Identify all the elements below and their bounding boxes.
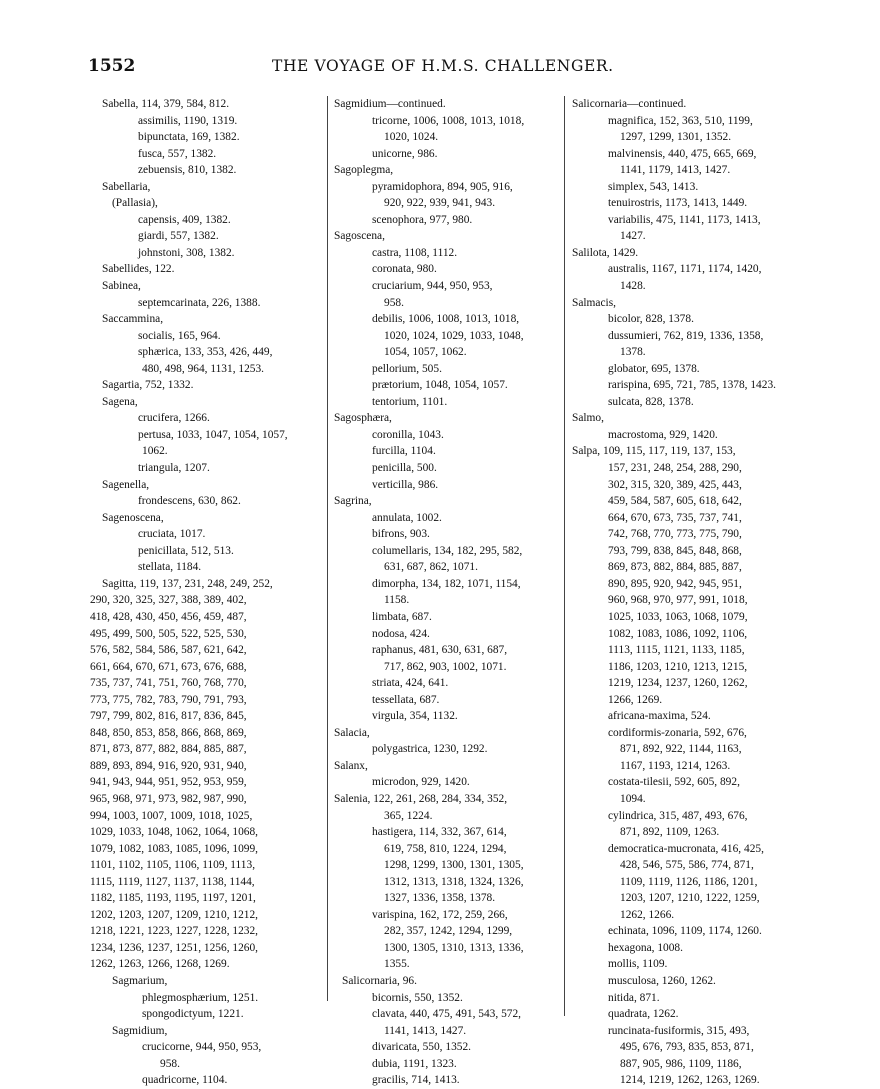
index-entry: Sagenella, (102, 478, 150, 491)
index-entry: sphærica, 133, 353, 426, 449, (138, 346, 273, 359)
index-entry: tessellata, 687. (372, 693, 440, 706)
index-entry: 1054, 1057, 1062. (384, 346, 467, 359)
index-entry: 717, 862, 903, 1002, 1071. (384, 660, 507, 673)
index-entry: 1025, 1033, 1063, 1068, 1079, (608, 610, 748, 623)
index-entry: democratica-mucronata, 416, 425, (608, 842, 764, 855)
index-entry: 661, 664, 670, 671, 673, 676, 688, (90, 660, 247, 673)
page-header (0, 56, 880, 80)
index-entry: pyramidophora, 894, 905, 916, (372, 180, 513, 193)
page-number: 1552 (88, 56, 136, 76)
index-entry: 965, 968, 971, 973, 982, 987, 990, (90, 792, 247, 805)
index-entry: 958. (384, 296, 404, 309)
index-entry: cruciata, 1017. (138, 528, 206, 541)
index-entry: 735, 737, 741, 751, 760, 768, 770, (90, 677, 247, 690)
index-entry: Saccammina, (102, 313, 164, 326)
index-entry: 631, 687, 862, 1071. (384, 561, 478, 574)
index-entry: annulata, 1002. (372, 511, 442, 524)
index-entry: assimilis, 1190, 1319. (138, 114, 238, 127)
index-entry: 871, 892, 922, 1144, 1163, (620, 743, 742, 756)
index-entry: dubia, 1191, 1323. (372, 1057, 457, 1070)
index-entry: 941, 943, 944, 951, 952, 953, 959, (90, 776, 247, 789)
index-entry: 1262, 1266. (620, 908, 675, 921)
index-entry: Sagmidium—continued. (334, 98, 446, 110)
index-entry: Sagrina, (334, 495, 372, 508)
index-entry: 480, 498, 964, 1131, 1253. (142, 362, 265, 375)
index-entry: 960, 968, 970, 977, 991, 1018, (608, 594, 748, 607)
index-entry: unicorne, 986. (372, 147, 438, 160)
index-entry: 1020, 1024. (384, 131, 439, 144)
index-entry: pertusa, 1033, 1047, 1054, 1057, (138, 428, 288, 441)
index-entry: australis, 1167, 1171, 1174, 1420, (608, 263, 762, 276)
index-entry: Sabellides, 122. (102, 263, 175, 276)
index-entry: 1115, 1119, 1127, 1137, 1138, 1144, (90, 875, 255, 888)
index-entry: 1262, 1263, 1266, 1268, 1269. (90, 958, 230, 971)
index-entry: 848, 850, 853, 858, 866, 868, 869, (90, 726, 247, 739)
index-entry: echinata, 1096, 1109, 1174, 1260. (608, 925, 762, 938)
index-entry: 1062. (142, 445, 168, 458)
index-entry: Sagmarium, (112, 974, 168, 987)
index-entry: 887, 905, 986, 1109, 1186, (620, 1057, 742, 1070)
index-entry: septemcarinata, 226, 1388. (138, 296, 261, 309)
index-entry: Salmacis, (572, 296, 616, 309)
index-entry: 889, 893, 894, 916, 920, 931, 940, (90, 759, 247, 772)
index-entry: 1202, 1203, 1207, 1209, 1210, 1212, (90, 908, 259, 921)
index-entry: giardi, 557, 1382. (138, 230, 219, 243)
index-entry: magnifica, 152, 363, 510, 1199, (608, 114, 753, 127)
index-entry: Salenia, 122, 261, 268, 284, 334, 352, (334, 792, 508, 805)
index-entry: 1266, 1269. (608, 693, 663, 706)
index-column-3 (572, 96, 794, 1089)
index-entry: Salicornaria, 96. (342, 974, 417, 987)
index-entry: Salpa, 109, 115, 117, 119, 137, 153, (572, 445, 736, 458)
index-entry: hexagona, 1008. (608, 941, 683, 954)
index-entry: musculosa, 1260, 1262. (608, 974, 716, 987)
index-entry: frondescens, 630, 862. (138, 495, 241, 508)
index-entry: 459, 584, 587, 605, 618, 642, (608, 495, 742, 508)
index-entry: 1428. (620, 280, 646, 293)
index-entry: fusca, 557, 1382. (138, 147, 217, 160)
index-entry: rarispina, 695, 721, 785, 1378, 1423. (608, 379, 776, 392)
index-entry: variabilis, 475, 1141, 1173, 1413, (608, 213, 761, 226)
index-entry: Sagoplegma, (334, 164, 394, 177)
index-entry: 1094. (620, 792, 646, 805)
index-entry: Sagena, (102, 395, 138, 408)
index-entry: 994, 1003, 1007, 1009, 1018, 1025, (90, 809, 253, 822)
index-entry: bicolor, 828, 1378. (608, 313, 694, 326)
index-entry: Sagenoscena, (102, 511, 164, 524)
index-entry: cylindrica, 315, 487, 493, 676, (608, 809, 748, 822)
index-entry: 1298, 1299, 1300, 1301, 1305, (384, 859, 524, 872)
index-entry: 1427. (620, 230, 646, 243)
index-entry: 742, 768, 770, 773, 775, 790, (608, 528, 742, 541)
index-entry: 1113, 1115, 1121, 1133, 1185, (608, 644, 745, 657)
index-entry: 958. (160, 1057, 180, 1070)
index-entry: 302, 315, 320, 389, 425, 443, (608, 478, 742, 491)
index-entry: 871, 892, 1109, 1263. (620, 826, 720, 839)
index-entry: crucicorne, 944, 950, 953, (142, 1041, 262, 1054)
index-entry: 871, 873, 877, 882, 884, 885, 887, (90, 743, 247, 756)
index-entry: Salmo, (572, 412, 604, 425)
index-entry: tenuirostris, 1173, 1413, 1449. (608, 197, 748, 210)
index-entry: Salanx, (334, 759, 368, 772)
index-entry: Sagoscena, (334, 230, 385, 243)
index-entry: 1082, 1083, 1086, 1092, 1106, (608, 627, 748, 640)
index-entry: 1214, 1219, 1262, 1263, 1269. (620, 1074, 760, 1087)
index-entry: 1312, 1313, 1318, 1324, 1326, (384, 875, 524, 888)
index-entry: verticilla, 986. (372, 478, 439, 491)
index-entry: globator, 695, 1378. (608, 362, 700, 375)
column-divider-2 (564, 96, 565, 1016)
index-entry: 664, 670, 673, 735, 737, 741, (608, 511, 742, 524)
index-entry: johnstoni, 308, 1382. (138, 246, 235, 259)
index-entry: hastigera, 114, 332, 367, 614, (372, 826, 507, 839)
index-entry: Sagartia, 752, 1332. (102, 379, 194, 392)
index-entry: pellorium, 505. (372, 362, 442, 375)
index-entry: 1186, 1203, 1210, 1213, 1215, (608, 660, 748, 673)
index-entry: 1300, 1305, 1310, 1313, 1336, (384, 941, 524, 954)
index-entry: 1029, 1033, 1048, 1062, 1064, 1068, (90, 826, 259, 839)
index-entry: 1141, 1179, 1413, 1427. (620, 164, 731, 177)
index-entry: varispina, 162, 172, 259, 266, (372, 908, 508, 921)
index-entry: socialis, 165, 964. (138, 329, 221, 342)
index-entry: capensis, 409, 1382. (138, 213, 231, 226)
index-entry: 1327, 1336, 1358, 1378. (384, 892, 496, 905)
index-entry: bifrons, 903. (372, 528, 430, 541)
index-entry: 1101, 1102, 1105, 1106, 1109, 1113, (90, 859, 256, 872)
index-entry: debilis, 1006, 1008, 1013, 1018, (372, 313, 520, 326)
index-entry: 576, 582, 584, 586, 587, 621, 642, (90, 644, 247, 657)
index-entry: cordiformis-zonaria, 592, 676, (608, 726, 747, 739)
index-entry: prætorium, 1048, 1054, 1057. (372, 379, 508, 392)
index-entry: triangula, 1207. (138, 462, 210, 475)
index-entry: nodosa, 424. (372, 627, 430, 640)
index-entry: virgula, 354, 1132. (372, 710, 458, 723)
index-entry: limbata, 687. (372, 610, 432, 623)
index-entry: clavata, 440, 475, 491, 543, 572, (372, 1008, 522, 1021)
index-entry: Sabella, 114, 379, 584, 812. (102, 98, 230, 110)
index-entry: coronata, 980. (372, 263, 437, 276)
index-entry: (Pallasia), (112, 197, 158, 210)
index-entry: Salacia, (334, 726, 370, 739)
index-entry: 890, 895, 920, 942, 945, 951, (608, 577, 742, 590)
index-entry: coronilla, 1043. (372, 428, 444, 441)
index-entry: 793, 799, 838, 845, 848, 868, (608, 544, 742, 557)
index-entry: macrostoma, 929, 1420. (608, 428, 718, 441)
index-entry: stellata, 1184. (138, 561, 202, 574)
index-entry: Sabellaria, (102, 180, 151, 193)
index-entry: columellaris, 134, 182, 295, 582, (372, 544, 523, 557)
index-entry: penicillata, 512, 513. (138, 544, 234, 557)
index-entry: crucifera, 1266. (138, 412, 210, 425)
index-entry: penicilla, 500. (372, 462, 437, 475)
index-entry: cruciarium, 944, 950, 953, (372, 280, 493, 293)
index-entry: 428, 546, 575, 586, 774, 871, (620, 859, 754, 872)
index-entry: quadricorne, 1104. (142, 1074, 228, 1087)
index-entry: quadrata, 1262. (608, 1008, 679, 1021)
index-entry: nitida, 871. (608, 991, 660, 1004)
index-entry: 282, 357, 1242, 1294, 1299, (384, 925, 513, 938)
index-entry: scenophora, 977, 980. (372, 213, 473, 226)
index-entry: sulcata, 828, 1378. (608, 395, 694, 408)
index-entry: 1158. (384, 594, 410, 607)
index-entry: 1355. (384, 958, 410, 971)
index-entry: mollis, 1109. (608, 958, 668, 971)
index-entry: 157, 231, 248, 254, 288, 290, (608, 462, 742, 475)
index-entry: 1020, 1024, 1029, 1033, 1048, (384, 329, 524, 342)
index-entry: 1079, 1082, 1083, 1085, 1096, 1099, (90, 842, 259, 855)
index-entry: Salicornaria—continued. (572, 98, 687, 110)
index-entry: 418, 428, 430, 450, 456, 459, 487, (90, 610, 247, 623)
index-entry: phlegmosphærium, 1251. (142, 991, 259, 1004)
index-entry: 1234, 1236, 1237, 1251, 1256, 1260, (90, 941, 259, 954)
index-column-1 (90, 96, 322, 1089)
index-entry: Sagitta, 119, 137, 231, 248, 249, 252, (102, 577, 273, 590)
index-entry: 1378. (620, 346, 646, 359)
index-entry: Sabinea, (102, 280, 141, 293)
index-entry: 1167, 1193, 1214, 1263. (620, 759, 731, 772)
index-entry: 619, 758, 810, 1224, 1294, (384, 842, 507, 855)
index-entry: striata, 424, 641. (372, 677, 449, 690)
index-entry: 1182, 1185, 1193, 1195, 1197, 1201, (90, 892, 256, 905)
index-entry: 495, 676, 793, 835, 853, 871, (620, 1041, 754, 1054)
index-entry: 869, 873, 882, 884, 885, 887, (608, 561, 742, 574)
index-entry: divaricata, 550, 1352. (372, 1041, 472, 1054)
index-entry: zebuensis, 810, 1382. (138, 164, 237, 177)
index-entry: 1219, 1234, 1237, 1260, 1262, (608, 677, 748, 690)
index-entry: 920, 922, 939, 941, 943. (384, 197, 496, 210)
index-entry: malvinensis, 440, 475, 665, 669, (608, 147, 757, 160)
index-entry: bicornis, 550, 1352. (372, 991, 463, 1004)
index-entry: 1109, 1119, 1126, 1186, 1201, (620, 875, 758, 888)
index-entry: 773, 775, 782, 783, 790, 791, 793, (90, 693, 247, 706)
index-entry: 365, 1224. (384, 809, 433, 822)
index-entry: furcilla, 1104. (372, 445, 436, 458)
index-entry: microdon, 929, 1420. (372, 776, 470, 789)
index-entry: 290, 320, 325, 327, 388, 389, 402, (90, 594, 247, 607)
index-entry: raphanus, 481, 630, 631, 687, (372, 644, 508, 657)
index-entry: polygastrica, 1230, 1292. (372, 743, 488, 756)
index-entry: 1141, 1413, 1427. (384, 1024, 467, 1037)
index-entry: 1218, 1221, 1223, 1227, 1228, 1232, (90, 925, 259, 938)
column-divider-1 (327, 96, 328, 1001)
index-entry: spongodictyum, 1221. (142, 1008, 244, 1021)
index-entry: africana-maxima, 524. (608, 710, 711, 723)
index-entry: dimorpha, 134, 182, 1071, 1154, (372, 577, 521, 590)
index-entry: Salilota, 1429. (572, 246, 639, 259)
running-title: THE VOYAGE OF H.M.S. CHALLENGER. (272, 57, 614, 75)
index-entry: 797, 799, 802, 816, 817, 836, 845, (90, 710, 247, 723)
index-entry: 1297, 1299, 1301, 1352. (620, 131, 732, 144)
index-entry: Sagosphæra, (334, 412, 392, 425)
index-entry: 1203, 1207, 1210, 1222, 1259, (620, 892, 760, 905)
index-column-2 (334, 96, 556, 1089)
index-entry: gracilis, 714, 1413. (372, 1074, 460, 1087)
index-entry: 495, 499, 500, 505, 522, 525, 530, (90, 627, 247, 640)
index-entry: tentorium, 1101. (372, 395, 448, 408)
index-entry: bipunctata, 169, 1382. (138, 131, 240, 144)
index-entry: dussumieri, 762, 819, 1336, 1358, (608, 329, 764, 342)
index-entry: Sagmidium, (112, 1024, 168, 1037)
index-entry: runcinata-fusiformis, 315, 493, (608, 1024, 750, 1037)
index-entry: tricorne, 1006, 1008, 1013, 1018, (372, 114, 525, 127)
index-entry: costata-tilesii, 592, 605, 892, (608, 776, 740, 789)
index-entry: castra, 1108, 1112. (372, 246, 458, 259)
index-entry: simplex, 543, 1413. (608, 180, 699, 193)
